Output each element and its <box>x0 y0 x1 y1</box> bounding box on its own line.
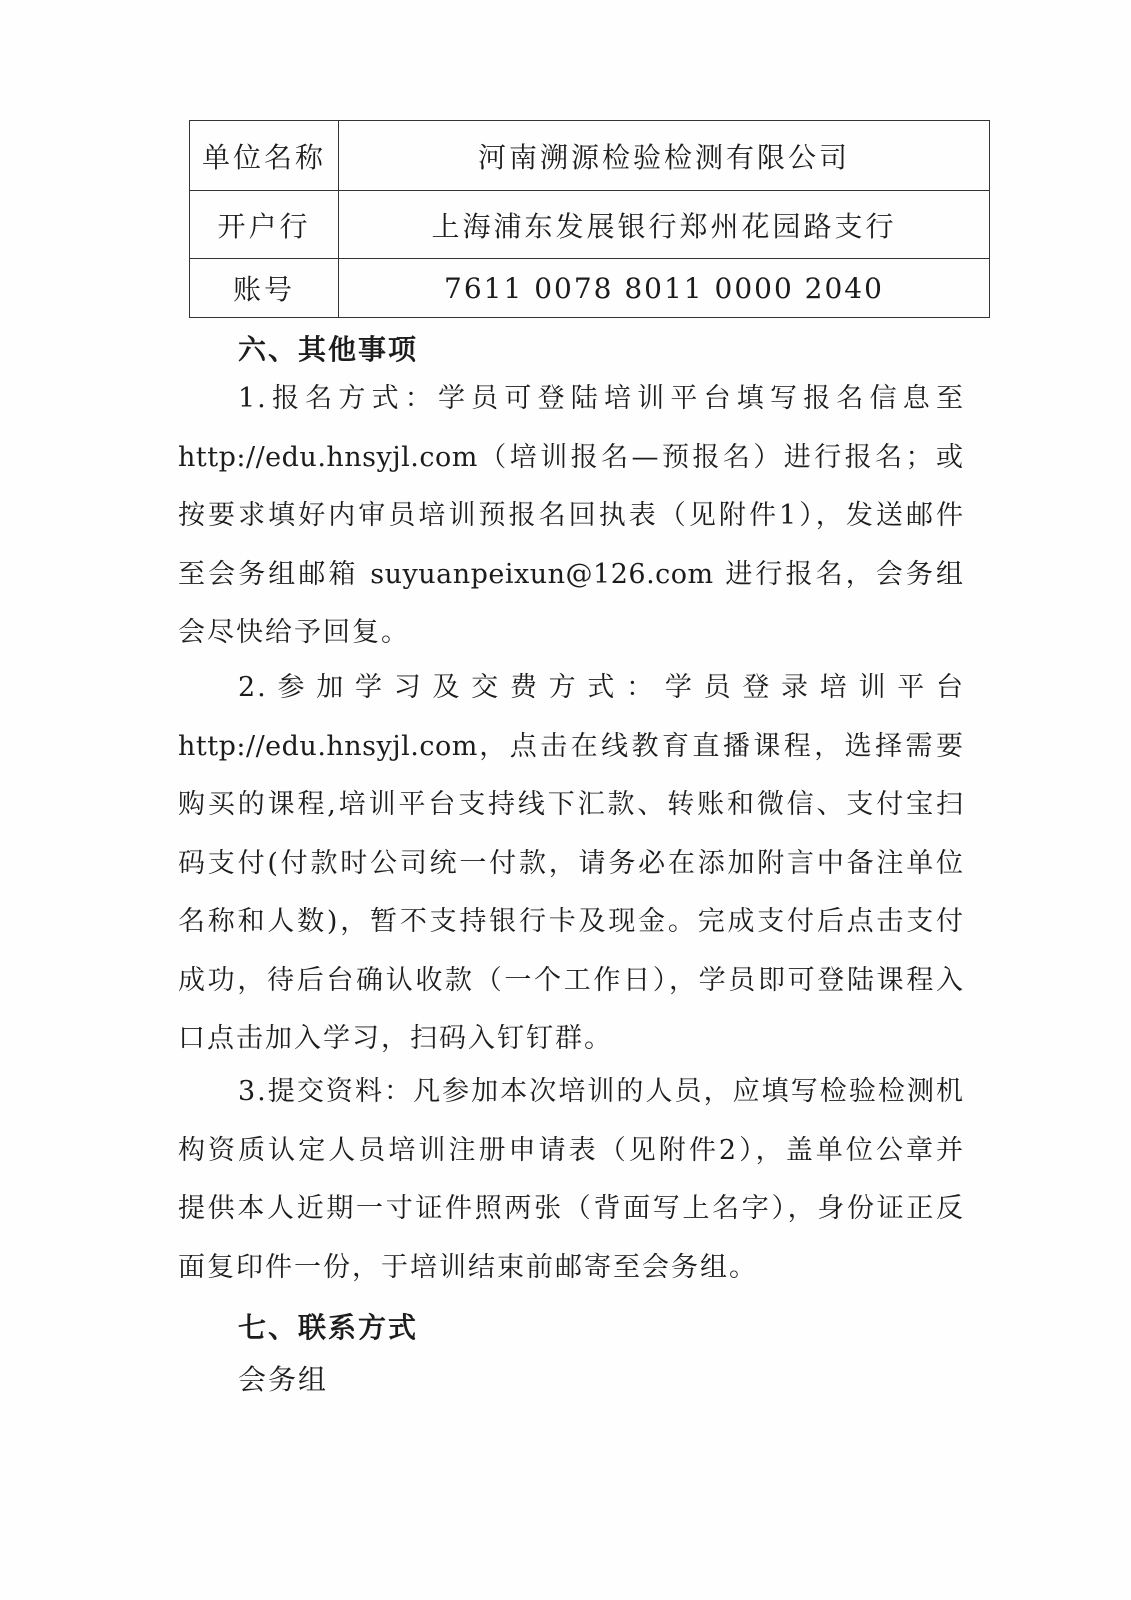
contact-group-label: 会务组 <box>238 1363 329 1396</box>
item-1-paragraph <box>178 370 965 663</box>
account-value: 7611 0078 8011 0000 2040 <box>339 259 990 318</box>
section-6-heading: 六、其他事项 <box>238 333 419 366</box>
company-name-label: 单位名称 <box>190 121 339 191</box>
section-7-heading: 七、联系方式 <box>238 1311 419 1344</box>
item-1-text-b: （培训报名—预报名）进行报名；或按要求填好内审员培训预报名回执表（见附件1），发送邮件至会务组邮箱 <box>178 441 965 590</box>
bank-value: 上海浦东发展银行郑州花园路支行 <box>339 191 990 259</box>
table-row <box>190 121 990 191</box>
table-row <box>190 191 990 259</box>
item-2-text-b: ，点击在线教育直播课程，选择需要购买的课程,培训平台支持线下汇款、转账和微信、支付宝扫码支付(付款时公司统一付款，请务必在添加附言中备注单位名称和人数)，暂不支持银行卡及现金。完成支付后点击支付成功，待后台确认收款（一个工作日），学员即可登陆课程入口点击加入学习，扫码入钉钉群。 <box>178 730 965 1054</box>
company-name-value: 河南溯源检验检测有限公司 <box>339 121 990 191</box>
account-label: 账号 <box>190 259 339 318</box>
item-2-paragraph <box>178 659 965 1069</box>
bank-info-table <box>189 120 990 318</box>
item-1-text-c: 进行报名，会务组会尽快给予回复。 <box>178 558 965 648</box>
table-row <box>190 259 990 318</box>
platform-link[interactable]: http://edu.hnsyjl.com <box>178 441 478 473</box>
bank-label: 开户行 <box>190 191 339 259</box>
email-link[interactable]: suyuanpeixun@126.com <box>370 558 714 590</box>
item-1-text-a: 1.报名方式：学员可登陆培训平台填写报名信息至 <box>238 383 965 414</box>
item-3-paragraph: 3.提交资料：凡参加本次培训的人员，应填写检验检测机构资质认定人员培训注册申请表（见附件2），盖单位公章并提供本人近期一寸证件照两张（背面写上名字），身份证正反面复印件一份，于培训结束前邮寄至会务组。 <box>178 1076 965 1283</box>
platform-link[interactable]: http://edu.hnsyjl.com <box>178 730 478 762</box>
item-2-text-a: 2.参加学习及交费方式：学员登录培训平台 <box>238 672 965 703</box>
